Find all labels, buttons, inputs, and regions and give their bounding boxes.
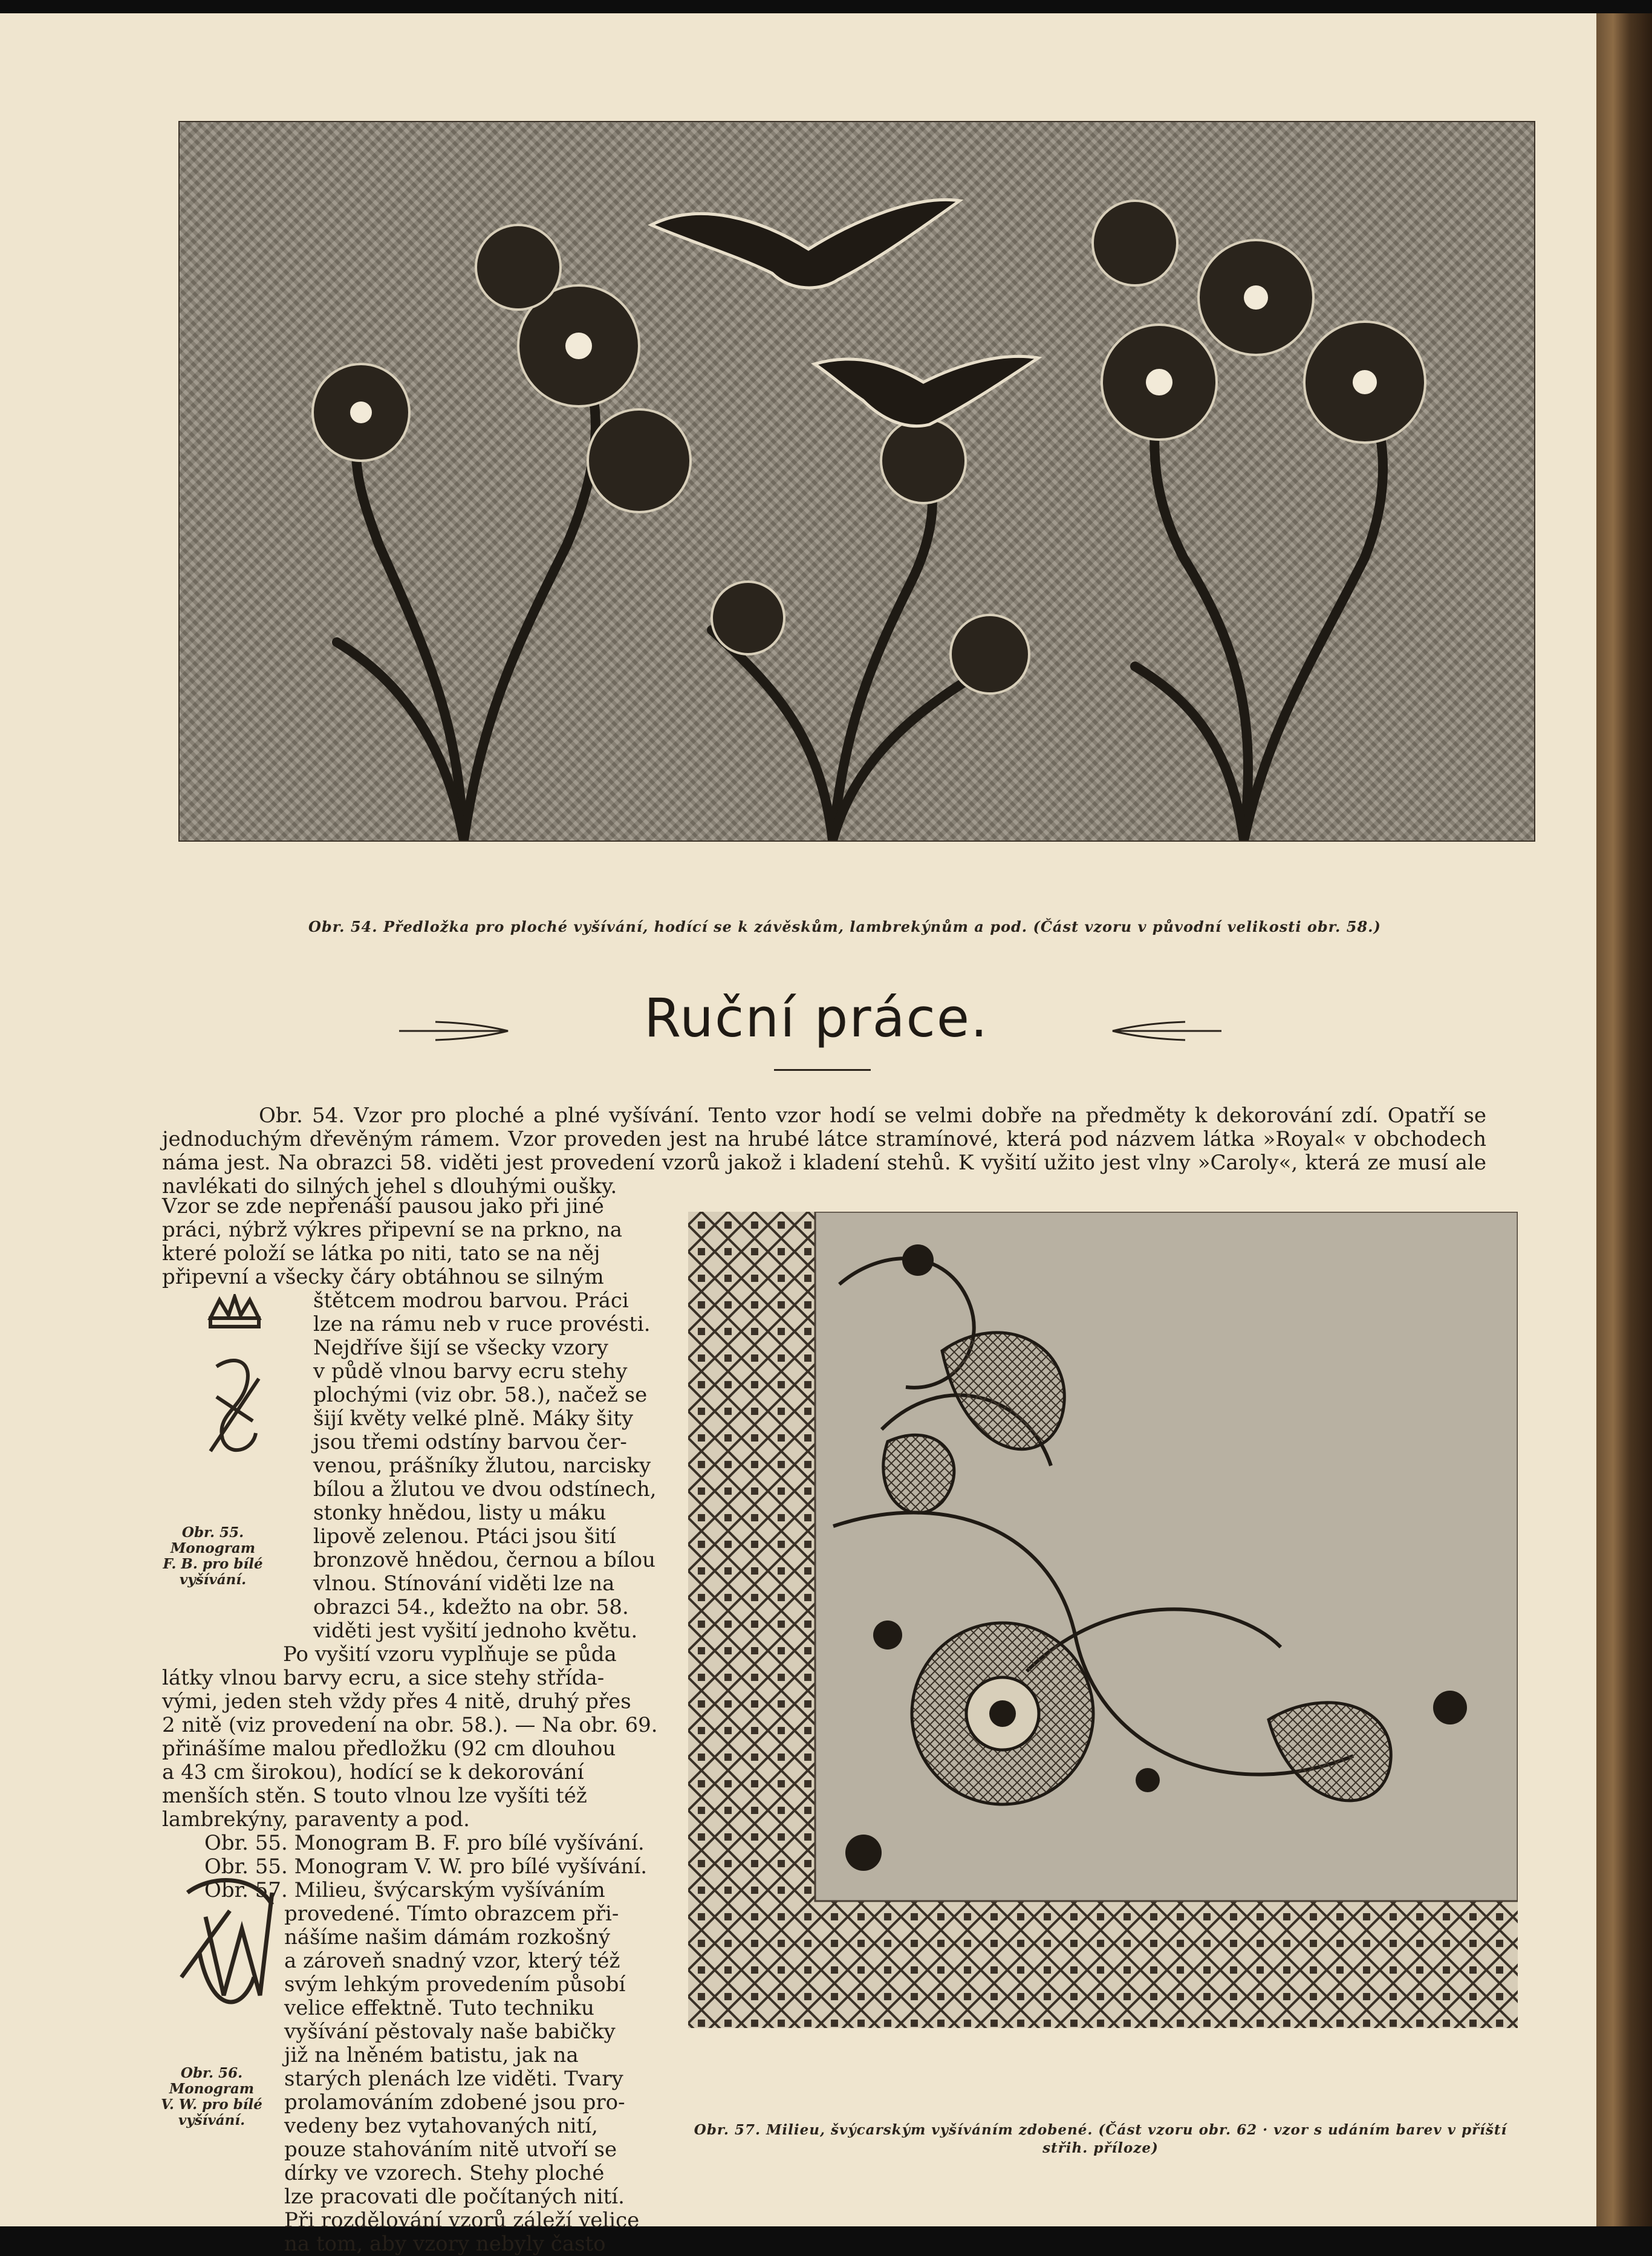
column-line: štětcem modrou barvou. Práci bbox=[313, 1289, 629, 1313]
figure-57-milieu-image bbox=[688, 1212, 1518, 2028]
column-line: bílou a žlutou ve dvou odstínech, bbox=[313, 1477, 657, 1501]
column-line: Při rozdělování vzorů záleží velice bbox=[284, 2208, 640, 2232]
column-line: látky vlnou barvy ecru, a sice stehy střída- bbox=[162, 1666, 605, 1690]
caption-line: F. B. pro bílé bbox=[163, 1556, 263, 1572]
column-line: menších stěn. S touto vlnou lze vyšíti též bbox=[162, 1784, 587, 1808]
column-line: lze na rámu neb v ruce provésti. bbox=[313, 1312, 651, 1336]
figure-54-embroidery-image bbox=[178, 121, 1535, 842]
column-line: viděti jest vyšití jednoho květu. bbox=[313, 1619, 638, 1643]
caption-line: Monogram bbox=[170, 1540, 256, 1556]
page-title: Ruční práce. bbox=[643, 987, 989, 1049]
caption-line: Obr. 55. bbox=[181, 1524, 244, 1541]
column-line: Vzor se zde nepřenáší pausou jako při jiné bbox=[162, 1194, 604, 1218]
column-line: Obr. 55. Monogram B. F. pro bílé vyšívání. bbox=[204, 1831, 645, 1855]
column-line: prolamováním zdobené jsou pro- bbox=[284, 2090, 625, 2115]
caption-line: Monogram bbox=[169, 2081, 255, 2097]
column-line: vými, jeden steh vždy přes 4 nitě, druhý přes bbox=[162, 1689, 631, 1714]
column-line: připevní a všecky čáry obtáhnou se silným bbox=[162, 1265, 604, 1289]
column-line: vlnou. Stínování viděti lze na bbox=[313, 1572, 615, 1596]
column-line: přinášíme malou předložku (92 cm dlouhou bbox=[162, 1737, 616, 1761]
caption-line: V. W. pro bílé bbox=[161, 2096, 262, 2113]
column-line: šijí květy velké plně. Máky šity bbox=[313, 1406, 634, 1431]
column-line: svým lehkým provedením působí bbox=[284, 1972, 626, 1997]
column-line: práci, nýbrž výkres připevní se na prkno, na bbox=[162, 1218, 622, 1242]
intro-paragraph: Obr. 54. Vzor pro ploché a plné vyšívání. Tento vzor hodí se velmi dobře na předměty k dekorování zdí. Opatří se jednoduchým dřevěným rámem. Vzor proveden jest na hrubé látce stramínové, která pod názvem látka »Royal« v obchodech náma jest. Na obrazci 58. viděti jest provedení vzorů jakož i kladení stehů. K vyšití užito jest vlny »Caroly«, která ze musí ale navlékati do silných jehel s dlouhými oušky. bbox=[162, 1104, 1486, 1198]
column-line: plochými (viz obr. 58.), načež se bbox=[313, 1383, 648, 1407]
column-line: vedeny bez vytahovaných nití, bbox=[284, 2114, 598, 2138]
column-line: venou, prášníky žlutou, narcisky bbox=[313, 1454, 651, 1478]
column-line: nášíme našim dámám rozkošný bbox=[284, 1925, 611, 1949]
column-line: pouze stahováním nitě utvoří se bbox=[284, 2137, 617, 2162]
monogram-fb-icon bbox=[198, 1294, 271, 1475]
column-line: velice effektně. Tuto techniku bbox=[284, 1996, 594, 2020]
caption-line: střih. příloze) bbox=[1042, 2140, 1159, 2156]
column-line: lze pracovati dle počítaných nití. bbox=[284, 2185, 625, 2209]
column-line: lambrekýny, paraventy a pod. bbox=[162, 1807, 470, 1832]
column-line: lipově zelenou. Ptáci jsou šití bbox=[313, 1524, 616, 1549]
caption-line: Obr. 56. bbox=[180, 2065, 243, 2081]
column-line: Nejdříve šijí se všecky vzory bbox=[313, 1336, 608, 1360]
book-binding-edge bbox=[1596, 13, 1652, 2226]
column-line: provedené. Tímto obrazcem při- bbox=[284, 1902, 619, 1926]
caption-line: Obr. 57. Milieu, švýcarským vyšíváním zdobené. (Část vzoru obr. 62 · vzor s udáním barev v příští bbox=[694, 2122, 1507, 2138]
column-line: stonky hnědou, listy u máku bbox=[313, 1501, 606, 1525]
column-line: Obr. 57. Milieu, švýcarským vyšíváním bbox=[204, 1878, 605, 1902]
column-line: v půdě vlnou barvy ecru stehy bbox=[313, 1359, 628, 1383]
column-line: dírky ve vzorech. Stehy ploché bbox=[284, 2161, 605, 2185]
column-line: na tom, aby vzory nebyly často bbox=[284, 2232, 606, 2256]
column-line: již na lněném batistu, jak na bbox=[284, 2043, 579, 2067]
title-underline bbox=[774, 1069, 871, 1071]
column-line: které položí se látka po niti, tato se na něj bbox=[162, 1241, 600, 1266]
column-line: starých plenách lze viděti. Tvary bbox=[284, 2067, 623, 2091]
figure-56-caption bbox=[151, 2066, 272, 2128]
column-line: jsou třemi odstíny barvou čer- bbox=[313, 1430, 627, 1454]
column-line: vyšívání pěstovaly naše babičky bbox=[284, 2020, 616, 2044]
figure-57-caption bbox=[677, 2121, 1524, 2157]
caption-line: vyšívání. bbox=[179, 1572, 247, 1588]
figure-55-caption bbox=[158, 1525, 267, 1588]
column-line: Obr. 55. Monogram V. W. pro bílé vyšívání. bbox=[204, 1855, 648, 1879]
column-line: a zároveň snadný vzor, který též bbox=[284, 1949, 620, 1973]
figure-54-caption: Obr. 54. Předložka pro ploché vyšívání, hodící se k závěskům, lambrekýnům a pod. (Část vzoru v původní velikosti obr. 58.) bbox=[308, 918, 1381, 935]
poppy-birds-illustration bbox=[180, 122, 1534, 840]
column-line: obrazci 54., kdežto na obr. 58. bbox=[313, 1595, 629, 1619]
milieu-illustration bbox=[688, 1212, 1518, 2028]
column-line: 2 nitě (viz provedení na obr. 58.). — Na obr. 69. bbox=[162, 1713, 658, 1737]
column-line: bronzově hnědou, černou a bílou bbox=[313, 1548, 656, 1572]
column-line: a 43 cm širokou), hodící se k dekorování bbox=[162, 1760, 584, 1784]
monogram-vw-icon bbox=[163, 1856, 284, 2038]
column-line: Po vyšití vzoru vyplňuje se půda bbox=[283, 1642, 617, 1666]
caption-line: vyšívání. bbox=[178, 2112, 246, 2128]
